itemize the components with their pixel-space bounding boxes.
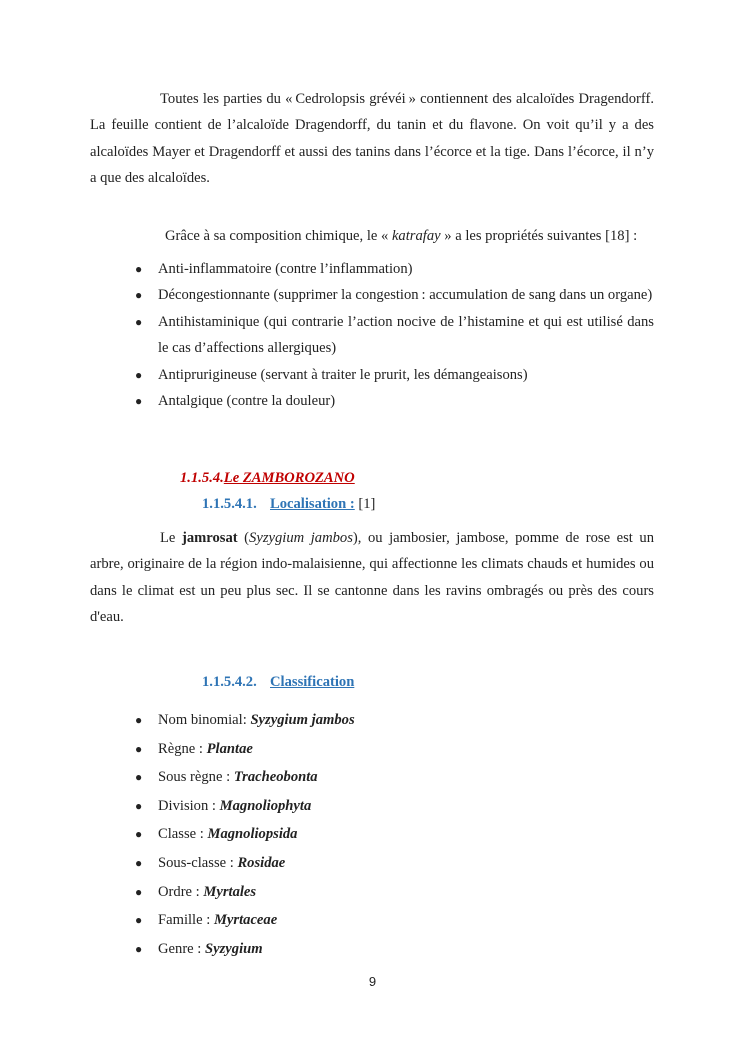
properties-lead-before: Grâce à sa composition chimique, le « <box>165 228 392 244</box>
classification-list <box>90 706 654 963</box>
list-item <box>90 935 654 964</box>
taxon-key: Nom binomial: <box>158 712 251 728</box>
list-item <box>90 388 654 414</box>
property-text: Antiprurigineuse (servant à traiter le prurit, les démangeaisons) <box>158 366 528 383</box>
section-number: 1.1.5.4. <box>180 470 224 486</box>
loc-bold-term: jamrosat <box>181 530 238 546</box>
bullet-icon: ● <box>135 798 143 813</box>
taxon-key: Sous règne : <box>158 769 234 786</box>
bullet-icon: ● <box>135 941 143 956</box>
taxon-value: Plantae <box>206 740 253 757</box>
property-text: Décongestionnante (supprimer la congestion : accumulation de sang dans un organe) <box>158 287 653 304</box>
bullet-icon: ● <box>135 855 143 870</box>
list-item <box>90 735 654 764</box>
localisation-number: 1.1.5.4.1. <box>202 496 257 512</box>
loc-italic-term: Syzygium jambos <box>249 530 353 546</box>
intro-paragraph: Toutes les parties du « Cedrolopsis grévéi » contiennent des alcaloïdes Dragendorff. La feuille contient de l’alcaloïde Dragendorff, du tanin et du flavone. On voit qu’il y a des alcaloïdes Mayer et Dragendorff et aussi des tanins dans l’écorce et la tige. Dans l’écorce, il n’y a que des alcaloïdes. <box>90 91 654 187</box>
taxon-value: Syzygium jambos <box>250 712 355 728</box>
taxon-value: Magnoliophyta <box>219 797 312 814</box>
bullet-icon: ● <box>135 827 143 842</box>
taxon-key: Genre : <box>158 940 206 957</box>
list-item <box>90 256 654 282</box>
bullet-icon: ● <box>135 288 143 303</box>
taxon-key: Classe : <box>158 826 208 843</box>
properties-list <box>90 256 654 414</box>
localisation-label: Localisation : <box>270 496 355 512</box>
taxon-key: Ordre : <box>158 883 204 900</box>
localisation-ref: [1] <box>354 496 376 512</box>
section-title: Le ZAMBOROZANO <box>223 470 355 486</box>
localisation-heading <box>202 496 375 513</box>
bullet-icon: ● <box>135 394 143 409</box>
loc-text-start: Le <box>160 530 182 546</box>
list-item <box>90 906 654 935</box>
loc-text-open: ( <box>237 530 250 546</box>
bullet-icon: ● <box>135 713 143 727</box>
list-item <box>90 309 654 362</box>
list-item <box>90 763 654 792</box>
taxon-key: Famille : <box>158 912 214 929</box>
list-item <box>90 878 654 907</box>
bullet-icon: ● <box>135 367 143 382</box>
property-text: Antihistaminique (qui contrarie l’action nocive de l’histamine et qui est utilisé dans le cas d’affections allergiques) <box>158 313 654 357</box>
list-item <box>90 282 654 308</box>
taxon-value: Myrtaceae <box>213 912 278 929</box>
taxon-value: Syzygium <box>205 940 263 957</box>
section-heading <box>180 470 355 487</box>
properties-lead-italic: katrafay <box>391 228 441 244</box>
localisation-paragraph <box>90 525 654 631</box>
list-item <box>90 849 654 878</box>
taxon-value: Myrtales <box>203 883 257 900</box>
classification-heading <box>202 674 354 691</box>
list-item <box>90 706 654 735</box>
page-number: 9 <box>368 974 377 989</box>
list-item <box>90 362 654 388</box>
classification-label: Classification <box>270 674 355 690</box>
bullet-icon: ● <box>135 262 143 276</box>
taxon-key: Division : <box>158 797 220 814</box>
property-text: Antalgique (contre la douleur) <box>158 393 336 410</box>
loc-text-rest: ), ou jambosier, jambose, pomme de rose est un arbre, originaire de la région indo-malaisienne, qui affectionne les climats chauds et humides ou dans le climat est un peu plus sec. Il se cantonne dans les ravins ombragés ou près des cours d'eau. <box>90 530 654 626</box>
property-text: Anti-inflammatoire (contre l’inflammation) <box>158 261 413 277</box>
list-item <box>90 820 654 849</box>
bullet-icon: ● <box>135 770 143 785</box>
bullet-icon: ● <box>135 314 143 329</box>
properties-lead-after: » a les propriétés suivantes [18] : <box>440 228 638 244</box>
bullet-icon: ● <box>135 913 143 928</box>
taxon-value: Rosidae <box>237 854 286 871</box>
taxon-value: Magnoliopsida <box>207 826 298 843</box>
list-item <box>90 792 654 821</box>
classification-number: 1.1.5.4.2. <box>202 674 257 690</box>
taxon-key: Règne : <box>158 740 207 757</box>
taxon-value: Tracheobonta <box>233 769 318 786</box>
properties-lead <box>165 228 637 245</box>
taxon-key: Sous-classe : <box>158 854 238 871</box>
bullet-icon: ● <box>135 741 143 756</box>
bullet-icon: ● <box>135 884 143 899</box>
